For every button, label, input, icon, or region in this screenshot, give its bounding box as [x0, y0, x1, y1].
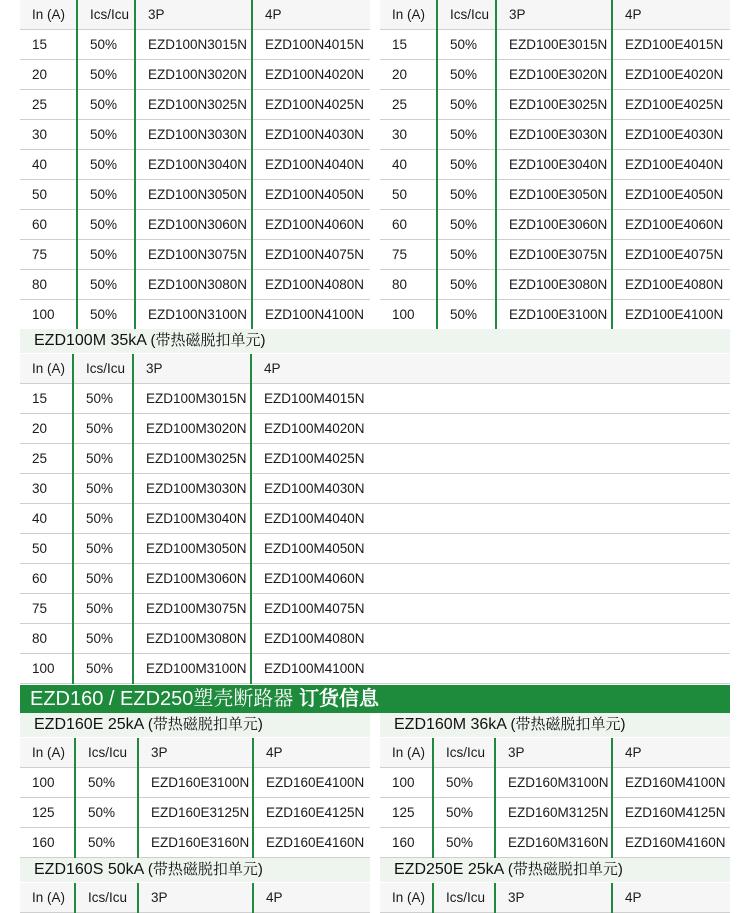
table-cell: 125 [20, 798, 75, 828]
table-ezd160e [20, 738, 370, 858]
column-header: In (A) [20, 883, 75, 913]
section-banner-ezd160-250 [20, 685, 730, 713]
table-row [20, 270, 370, 300]
section-title-ezd250e [380, 858, 730, 882]
table-cell: EZD100E3060N [496, 210, 612, 240]
table-cell: EZD100N4050N [252, 180, 370, 210]
table-ezd250e [380, 883, 730, 913]
table-cell: 25 [380, 90, 437, 120]
table-cell: 100 [20, 768, 75, 798]
table-cell: 50% [77, 240, 135, 270]
table-row [20, 210, 370, 240]
column-header: Ics/Icu [75, 883, 138, 913]
table-header-row [20, 738, 370, 768]
table-cell: 50% [73, 414, 133, 444]
table-cell: EZD100M4015N [251, 384, 730, 414]
table-header-row [380, 883, 730, 913]
table-cell: 50% [437, 180, 496, 210]
table-cell: EZD100M3040N [133, 504, 251, 534]
table-cell: 50% [75, 768, 138, 798]
table-cell: EZD100N3025N [135, 90, 252, 120]
table-cell: EZD100M4040N [251, 504, 730, 534]
table-cell: EZD100M3075N [133, 594, 251, 624]
table-cell: 50% [77, 120, 135, 150]
table-cell: 40 [20, 504, 73, 534]
table-cell: EZD100M4025N [251, 444, 730, 474]
column-header: 4P [251, 354, 730, 384]
table-cell: 50% [77, 30, 135, 60]
column-header: Ics/Icu [433, 738, 495, 768]
table-cell: EZD100E3075N [496, 240, 612, 270]
table-cell: EZD100M4050N [251, 534, 730, 564]
column-header: Ics/Icu [75, 738, 138, 768]
table-cell: EZD160E3160N [138, 828, 253, 858]
table-cell: 40 [380, 150, 437, 180]
table-row [20, 828, 370, 858]
table-cell: EZD160M4125N [612, 798, 730, 828]
table-cell: 50% [437, 210, 496, 240]
table-cell: EZD100M4030N [251, 474, 730, 504]
column-header: In (A) [380, 883, 433, 913]
table-cell: 50% [73, 444, 133, 474]
table-cell: 50% [77, 270, 135, 300]
table-cell: 50% [73, 624, 133, 654]
table-row [20, 30, 370, 60]
table-cell: 160 [380, 828, 433, 858]
table-cell: 100 [20, 300, 77, 330]
table-cell: EZD100N4015N [252, 30, 370, 60]
table-cell: EZD100M4075N [251, 594, 730, 624]
table-cell: 25 [20, 444, 73, 474]
table-cell: EZD100M3080N [133, 624, 251, 654]
column-header: 3P [138, 883, 253, 913]
table-cell: EZD100N3100N [135, 300, 252, 330]
table-cell: 50% [73, 534, 133, 564]
table-cell: EZD100M3050N [133, 534, 251, 564]
table-cell: 20 [20, 414, 73, 444]
table-row [380, 768, 730, 798]
table-cell: EZD100N3060N [135, 210, 252, 240]
table-cell: EZD100E3080N [496, 270, 612, 300]
table-cell: 60 [20, 210, 77, 240]
table-cell: 50% [73, 504, 133, 534]
table-ezd100m [20, 354, 730, 684]
table-cell: EZD100M4080N [251, 624, 730, 654]
section-title-ezd160e [20, 713, 370, 737]
section-title-note: (带热磁脱扣单元) [510, 716, 626, 733]
table-cell: EZD100M3020N [133, 414, 251, 444]
table-cell: EZD100E3025N [496, 90, 612, 120]
table-cell: EZD100M4100N [251, 654, 730, 684]
table-cell: 20 [380, 60, 437, 90]
table-cell: 50% [77, 210, 135, 240]
table-row [380, 210, 730, 240]
table-row [20, 120, 370, 150]
column-header: 4P [612, 883, 730, 913]
table-cell: EZD100E3015N [496, 30, 612, 60]
table-row [20, 534, 730, 564]
table-cell: 15 [20, 30, 77, 60]
table-cell: 100 [380, 768, 433, 798]
table-cell: 60 [380, 210, 437, 240]
table-cell: EZD100E3030N [496, 120, 612, 150]
table-ezd100n [20, 0, 370, 330]
banner-bold: 订货信息 [298, 688, 379, 710]
table-cell: 50 [380, 180, 437, 210]
table-cell: 50% [77, 90, 135, 120]
table-cell: 80 [20, 624, 73, 654]
column-header: 4P [612, 738, 730, 768]
table-cell: 100 [380, 300, 437, 330]
table-cell: EZD100E4015N [612, 30, 730, 60]
table-cell: EZD100E4040N [612, 150, 730, 180]
table-cell: 160 [20, 828, 75, 858]
table-cell: 50% [75, 828, 138, 858]
column-header: In (A) [380, 0, 437, 30]
section-title-ezd100m [20, 329, 730, 353]
table-row [380, 180, 730, 210]
table-cell: 50 [20, 534, 73, 564]
table-cell: 50% [77, 180, 135, 210]
table-cell: EZD160E4100N [253, 768, 370, 798]
column-header: 3P [138, 738, 253, 768]
table-cell: EZD160E4125N [253, 798, 370, 828]
column-header: 4P [253, 883, 370, 913]
table-cell: EZD100M4060N [251, 564, 730, 594]
section-title-model: EZD160M 36kA [394, 716, 507, 733]
table-cell: 50% [73, 564, 133, 594]
table-ezd160m [380, 738, 730, 858]
table-cell: 50% [437, 270, 496, 300]
table-cell: 25 [20, 90, 77, 120]
column-header: Ics/Icu [73, 354, 133, 384]
table-cell: 50% [73, 594, 133, 624]
table-row [20, 90, 370, 120]
column-header: Ics/Icu [77, 0, 135, 30]
table-header-row [20, 883, 370, 913]
table-row [380, 798, 730, 828]
table-cell: EZD100E4075N [612, 240, 730, 270]
table-cell: EZD100M3060N [133, 564, 251, 594]
table-cell: EZD160E3125N [138, 798, 253, 828]
table-cell: EZD100N3080N [135, 270, 252, 300]
table-cell: EZD100N3075N [135, 240, 252, 270]
table-cell: EZD160M3160N [495, 828, 612, 858]
table-cell: EZD100E4025N [612, 90, 730, 120]
column-header: 3P [496, 0, 612, 30]
table-cell: 75 [380, 240, 437, 270]
table-cell: 50% [437, 120, 496, 150]
section-title-note: (带热磁脱扣单元) [150, 332, 266, 349]
section-title-note: (带热磁脱扣单元) [147, 861, 263, 878]
column-header: Ics/Icu [433, 883, 495, 913]
table-row [20, 384, 730, 414]
table-row [20, 474, 730, 504]
table-cell: 50% [433, 798, 495, 828]
table-row [20, 654, 730, 684]
table-row [380, 90, 730, 120]
table-row [20, 414, 730, 444]
table-cell: EZD100N3050N [135, 180, 252, 210]
table-cell: 50% [437, 150, 496, 180]
table-row [380, 120, 730, 150]
column-header: 3P [495, 738, 612, 768]
table-row [20, 624, 730, 654]
table-cell: EZD100N4100N [252, 300, 370, 330]
section-title-model: EZD100M 35kA [34, 332, 147, 349]
table-cell: EZD100E4030N [612, 120, 730, 150]
table-row [380, 30, 730, 60]
table-cell: EZD100M4020N [251, 414, 730, 444]
table-cell: 50% [433, 828, 495, 858]
table-cell: EZD160M4160N [612, 828, 730, 858]
table-row [380, 270, 730, 300]
table-cell: 75 [20, 240, 77, 270]
table-cell: EZD100E4100N [612, 300, 730, 330]
table-cell: EZD100N4075N [252, 240, 370, 270]
table-cell: 50% [73, 654, 133, 684]
section-title-note: (带热磁脱扣单元) [507, 861, 623, 878]
table-cell: 75 [20, 594, 73, 624]
column-header: 4P [252, 0, 370, 30]
table-cell: 125 [380, 798, 433, 828]
table-header-row [380, 0, 730, 30]
table-row [380, 240, 730, 270]
banner-title: EZD160 / EZD250塑壳断路器 [30, 688, 294, 710]
table-cell: EZD100N3030N [135, 120, 252, 150]
table-cell: 50% [433, 768, 495, 798]
table-cell: EZD160M3100N [495, 768, 612, 798]
table-cell: 50% [77, 60, 135, 90]
table-ezd160s [20, 883, 370, 913]
table-cell: 30 [380, 120, 437, 150]
table-cell: EZD100M3025N [133, 444, 251, 474]
table-cell: EZD100E3050N [496, 180, 612, 210]
table-cell: 50% [73, 384, 133, 414]
table-row [20, 444, 730, 474]
table-cell: 50% [77, 150, 135, 180]
table-cell: EZD100N3020N [135, 60, 252, 90]
table-cell: 50 [20, 180, 77, 210]
table-cell: EZD100E4020N [612, 60, 730, 90]
table-cell: EZD100N4080N [252, 270, 370, 300]
table-row [20, 594, 730, 624]
section-title-model: EZD160E 25kA [34, 716, 144, 733]
table-cell: 50% [75, 798, 138, 828]
section-title-ezd160m [380, 713, 730, 737]
table-cell: EZD160E4160N [253, 828, 370, 858]
table-cell: EZD100E4050N [612, 180, 730, 210]
table-cell: 40 [20, 150, 77, 180]
table-row [20, 150, 370, 180]
table-cell: EZD100M3030N [133, 474, 251, 504]
table-cell: EZD100N4030N [252, 120, 370, 150]
table-cell: EZD160M4100N [612, 768, 730, 798]
table-cell: 50% [437, 300, 496, 330]
table-row [20, 768, 370, 798]
table-cell: 15 [20, 384, 73, 414]
column-header: 4P [253, 738, 370, 768]
column-header: 3P [133, 354, 251, 384]
section-title-note: (带热磁脱扣单元) [147, 716, 263, 733]
table-row [20, 300, 370, 330]
table-header-row [380, 738, 730, 768]
table-cell: EZD100E4060N [612, 210, 730, 240]
column-header: In (A) [380, 738, 433, 768]
table-cell: EZD100N4040N [252, 150, 370, 180]
table-cell: EZD100M3100N [133, 654, 251, 684]
table-cell: 50% [437, 90, 496, 120]
table-row [20, 180, 370, 210]
table-cell: EZD100E3040N [496, 150, 612, 180]
column-header: 3P [135, 0, 252, 30]
table-cell: EZD100M3015N [133, 384, 251, 414]
column-header: In (A) [20, 0, 77, 30]
section-title-model: EZD250E 25kA [394, 861, 504, 878]
table-row [20, 60, 370, 90]
table-cell: 80 [380, 270, 437, 300]
table-row [380, 828, 730, 858]
table-cell: EZD100N3015N [135, 30, 252, 60]
table-cell: EZD160M3125N [495, 798, 612, 828]
table-cell: 20 [20, 60, 77, 90]
table-cell: 50% [437, 30, 496, 60]
column-header: 4P [612, 0, 730, 30]
table-cell: EZD100N4025N [252, 90, 370, 120]
table-cell: EZD100N3040N [135, 150, 252, 180]
table-row [20, 504, 730, 534]
column-header: 3P [495, 883, 612, 913]
table-cell: EZD100E3100N [496, 300, 612, 330]
table-row [20, 564, 730, 594]
table-header-row [20, 0, 370, 30]
column-header: Ics/Icu [437, 0, 496, 30]
table-cell: 50% [437, 240, 496, 270]
table-cell: 30 [20, 474, 73, 504]
table-cell: EZD160E3100N [138, 768, 253, 798]
table-cell: EZD100E3020N [496, 60, 612, 90]
table-row [380, 300, 730, 330]
section-title-ezd160s [20, 858, 370, 882]
table-cell: 100 [20, 654, 73, 684]
table-row [20, 798, 370, 828]
table-cell: 50% [437, 60, 496, 90]
table-cell: EZD100E4080N [612, 270, 730, 300]
table-cell: 50% [77, 300, 135, 330]
column-header: In (A) [20, 354, 73, 384]
table-cell: 15 [380, 30, 437, 60]
section-title-model: EZD160S 50kA [34, 861, 144, 878]
table-header-row [20, 354, 730, 384]
table-row [380, 60, 730, 90]
table-cell: EZD100N4020N [252, 60, 370, 90]
table-cell: 60 [20, 564, 73, 594]
table-ezd100e [380, 0, 730, 330]
table-cell: 80 [20, 270, 77, 300]
table-row [20, 240, 370, 270]
table-row [380, 150, 730, 180]
table-cell: 30 [20, 120, 77, 150]
table-cell: EZD100N4060N [252, 210, 370, 240]
column-header: In (A) [20, 738, 75, 768]
table-cell: 50% [73, 474, 133, 504]
